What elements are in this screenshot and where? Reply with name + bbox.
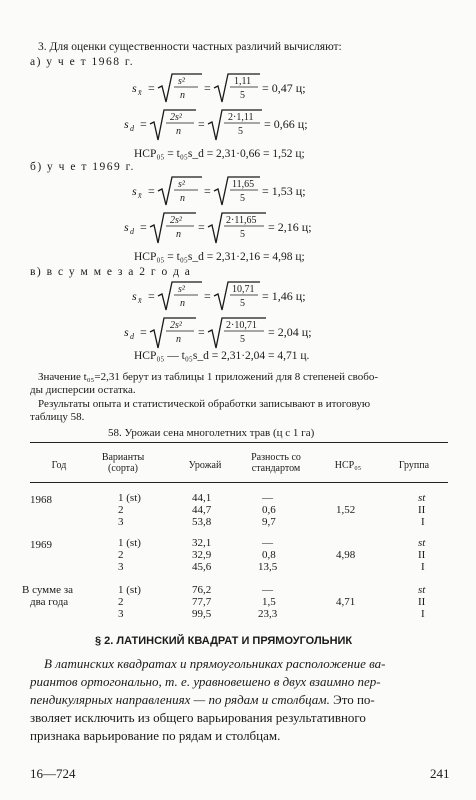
svg-text:2·11,65: 2·11,65	[226, 215, 257, 226]
page-number: 241	[430, 766, 450, 781]
svg-text:2s²: 2s²	[170, 215, 182, 226]
svg-text:= 1,53 ц;: = 1,53 ц;	[262, 184, 306, 198]
header-year: Год	[51, 460, 67, 471]
book-page: 3. Для оценки существенности частных различий вычисляют: а) у ч е т 1968 г. s x̄ = s² n = 1,11 5 = 0,47 ц; s d = 2s² n = 2·1,11 5 = 0,66 ц; НСР₀₅ = t₀₅s_d = 2,31·0,66 = 1,52 ц; б) у ч е т 1969 г. s x̄ = s² n = 11,65 5 = 1,53 ц; s d = 2s² n = 2·11,65 5 = 2,16 ц; НСР₀₅ = t₀₅s_d = 2,31·2,16 = 4,98 ц; в) в с у м м е з а 2 г о д а s x̄ = s² n = 10,71 5 = 1,46 ц; s d = 2s² n = 2·10,71 5 = 2,04 ц; НСР₀₅ — t₀₅s_d = 2,31·2,04 = 4,71 ц. Значение t₀₅=2,31 берут из таблицы 1 приложений для 8 степеней свобо- ды дисперсии остатка. Результаты опыта и статистической обработки записывают в итоговую таблицу 58. 58. Урожаи сена многолетних трав (ц с 1 га) Год Варианты (сорта) Урожай Разность со стандартом НСР₀₅ Группа 1968 1 (st) 2 3 44,1 44,7 53,8 — 0,6 9,7 1,52 st II I 1969 1 (st) 2 3 32,1 32,9 45,6 — 0,8 13,5 4,98 st II I В сумме за два года 1 (st) 2 3 76,2 77,7 99,5 — 1,5 23,3 4,71 st II I § 2. ЛАТИНСКИЙ КВАДРАТ И ПРЯМОУГОЛЬНИК В латинских квадратах и прямоугольниках расположение ва- риантов ортогонально, т. е. уравновешено в двух взаимно пер- пендикулярных направлениях — по рядам и столбцам. Это по- зволяет исключить из общего варьирования результативного признака варьирование по рядам и столбцам. 16—724 241	[22, 41, 450, 781]
svg-text:d: d	[130, 332, 134, 341]
svg-text:=: =	[204, 81, 211, 95]
svg-text:2s²: 2s²	[170, 320, 182, 331]
svg-text:5: 5	[240, 193, 245, 204]
sd-den: 5	[238, 126, 243, 137]
sx-frac-num: s²	[178, 76, 185, 87]
svg-text:= 2,16 ц;: = 2,16 ц;	[268, 220, 312, 234]
svg-text:n: n	[180, 298, 185, 309]
sx-den: 5	[240, 90, 245, 101]
paragraph-line-1: В латинских квадратах и прямоугольниках расположение ва-	[44, 656, 386, 671]
svg-text:s²: s²	[178, 179, 185, 190]
header-yield: Урожай	[188, 460, 222, 471]
block-a-formulas	[124, 70, 372, 148]
svg-text:s: s	[124, 325, 129, 339]
sd-frac-den: n	[176, 126, 181, 137]
paragraph-line-2: риантов ортогонально, т. е. уравновешено в двух взаимно пер-	[30, 674, 381, 689]
sd-frac-num: 2s²	[170, 112, 182, 123]
header-difference: Разность со стандартом	[251, 452, 301, 474]
sx-result: = 0,47 ц;	[262, 81, 306, 95]
block-b-label: б) у ч е т 1969 г.	[30, 161, 135, 173]
svg-text:5: 5	[240, 334, 245, 345]
sx-frac-den: n	[180, 90, 185, 101]
block-a-label: а) у ч е т 1968 г.	[30, 56, 135, 68]
sd-lhs: s	[124, 117, 129, 131]
block-c-formulas	[124, 278, 372, 356]
svg-text:= 2,04 ц;: = 2,04 ц;	[268, 325, 312, 339]
block-c-label: в) в с у м м е з а 2 г о д а	[30, 266, 192, 278]
svg-text:=: =	[148, 81, 155, 95]
sd-num: 2·1,11	[228, 112, 254, 123]
svg-text:= 1,46 ц;: = 1,46 ц;	[262, 289, 306, 303]
svg-text:=: =	[198, 325, 205, 339]
block-c-hcp: НСР₀₅ — t₀₅s_d = 2,31·2,04 = 4,71 ц.	[134, 350, 310, 362]
block-a-hcp: НСР₀₅ = t₀₅s_d = 2,31·0,66 = 1,52 ц;	[134, 148, 305, 160]
note-1: Значение t₀₅=2,31 берут из таблицы 1 приложений для 8 степеней свобо-	[38, 371, 379, 383]
sd-result: = 0,66 ц;	[264, 117, 308, 131]
svg-text:s: s	[132, 184, 137, 198]
header-group: Группа	[398, 460, 430, 471]
header-variants: Варианты (сорта)	[101, 452, 145, 474]
svg-text:=: =	[204, 289, 211, 303]
svg-text:x̄: x̄	[138, 191, 142, 200]
paragraph-line-4: зволяет исключить из общего варьирования результативного	[30, 710, 366, 725]
svg-text:=: =	[140, 117, 147, 131]
note-2b: таблицу 58.	[30, 411, 85, 423]
svg-text:5: 5	[240, 229, 245, 240]
table-header-rule	[30, 482, 448, 483]
header-hcp: НСР₀₅	[334, 460, 362, 471]
sx-lhs: s	[132, 81, 137, 95]
svg-text:x̄: x̄	[138, 296, 142, 305]
row-1969-year: 1969	[30, 539, 52, 551]
svg-text:=: =	[148, 289, 155, 303]
row-total-year: В сумме за	[22, 584, 73, 596]
svg-text:s²: s²	[178, 284, 185, 295]
paragraph-line-3: пендикулярных направлениях — по рядам и столбцам. Это по-	[30, 692, 375, 707]
svg-text:s: s	[132, 289, 137, 303]
intro-text: 3. Для оценки существенности частных различий вычисляют:	[38, 41, 342, 53]
svg-text:=: =	[148, 184, 155, 198]
svg-text:=: =	[198, 220, 205, 234]
svg-text:n: n	[180, 193, 185, 204]
footer-signature: 16—724	[30, 766, 76, 781]
svg-text:5: 5	[240, 298, 245, 309]
svg-text:=: =	[140, 325, 147, 339]
svg-text:11,65: 11,65	[232, 179, 255, 190]
note-1b: ды дисперсии остатка.	[30, 384, 136, 396]
block-b-formulas	[124, 173, 372, 251]
svg-text:n: n	[176, 334, 181, 345]
svg-text:=: =	[198, 117, 205, 131]
note-2: Результаты опыта и статистической обработки записывают в итоговую	[38, 398, 371, 410]
table-top-rule	[30, 442, 448, 443]
svg-text:s: s	[124, 220, 129, 234]
svg-text:=: =	[204, 184, 211, 198]
svg-text:=: =	[140, 220, 147, 234]
sd-sub: d	[130, 124, 134, 133]
svg-text:d: d	[130, 227, 134, 236]
svg-text:2·10,71: 2·10,71	[226, 320, 257, 331]
paragraph-line-5: признака варьирование по рядам и столбцам.	[30, 728, 281, 743]
svg-text:10,71: 10,71	[232, 284, 255, 295]
block-b-hcp: НСР₀₅ = t₀₅s_d = 2,31·2,16 = 4,98 ц;	[134, 251, 305, 263]
row-1968-variant-1: 1 (st)	[118, 492, 141, 504]
svg-text:n: n	[176, 229, 181, 240]
section-title: § 2. ЛАТИНСКИЙ КВАДРАТ И ПРЯМОУГОЛЬНИК	[95, 635, 353, 647]
table-caption: 58. Урожаи сена многолетних трав (ц с 1 га)	[108, 427, 315, 439]
sx-num: 1,11	[234, 76, 252, 87]
sx-sub: x̄	[138, 88, 142, 97]
row-1968-year: 1968	[30, 494, 52, 506]
